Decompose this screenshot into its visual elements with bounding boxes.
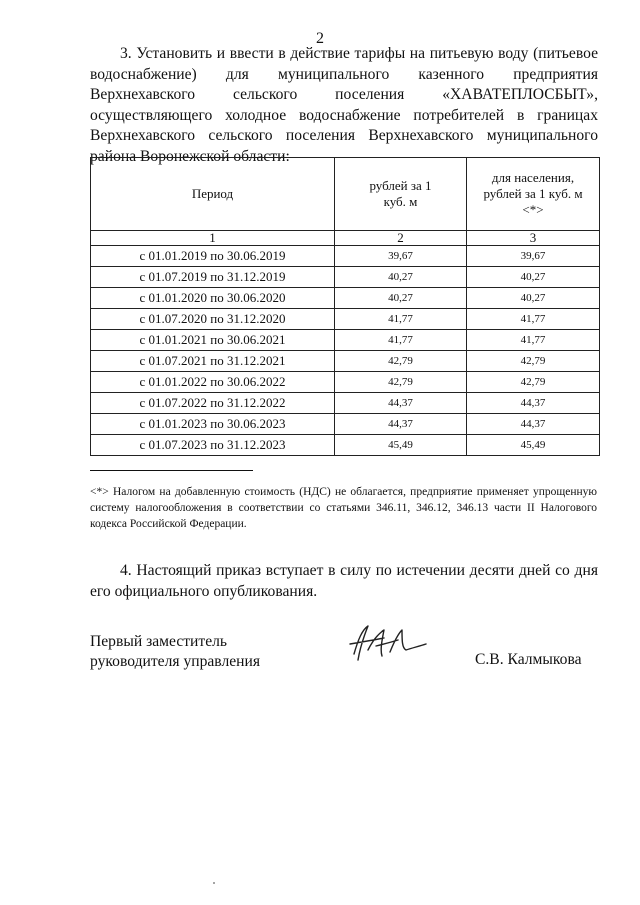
cell-period: с 01.07.2020 по 31.12.2020 [91, 309, 335, 330]
cell-rub: 40,27 [335, 267, 467, 288]
cell-period: с 01.01.2021 по 30.06.2021 [91, 330, 335, 351]
header-rub-per-m3-population-text: для населения, рублей за 1 куб. м <*> [483, 170, 583, 217]
cell-period: с 01.01.2020 по 30.06.2020 [91, 288, 335, 309]
cell-period: с 01.01.2019 по 30.06.2019 [91, 246, 335, 267]
cell-rub: 42,79 [335, 372, 467, 393]
footnote: <*> Налогом на добавленную стоимость (НДС) не облагается, предприятие применяет упрощенную систему налогообложения в соответствии со статьями 346.11, 346.12, 346.13 части II Налогового кодекса Российской Федерации. [90, 486, 597, 530]
header-period: Период [91, 158, 335, 231]
table-row [91, 435, 600, 456]
cell-rub-population: 41,77 [467, 309, 600, 330]
cell-period: с 01.07.2022 по 31.12.2022 [91, 393, 335, 414]
signer-title [90, 632, 260, 672]
cell-period: с 01.01.2023 по 30.06.2023 [91, 414, 335, 435]
cell-period: с 01.01.2022 по 30.06.2022 [91, 372, 335, 393]
handwritten-signature [340, 620, 430, 670]
table-row [91, 288, 600, 309]
cell-rub-population: 40,27 [467, 267, 600, 288]
cell-rub: 45,49 [335, 435, 467, 456]
table-row [91, 309, 600, 330]
cell-rub: 41,77 [335, 309, 467, 330]
cell-rub-population: 45,49 [467, 435, 600, 456]
cell-rub-population: 39,67 [467, 246, 600, 267]
tariff-table [90, 157, 600, 456]
column-number-2: 2 [335, 231, 467, 246]
cell-rub-population: 42,79 [467, 351, 600, 372]
table-row [91, 372, 600, 393]
cell-rub: 39,67 [335, 246, 467, 267]
cell-rub-population: 40,27 [467, 288, 600, 309]
signer-title-line-2: руководителя управления [90, 653, 261, 670]
paragraph-4: 4. Настоящий приказ вступает в силу по истечении десяти дней со дня его официального опубликования. [90, 562, 598, 600]
table-row [91, 351, 600, 372]
table-header-row [91, 158, 600, 231]
signer-title-line-1: Первый заместитель [90, 633, 228, 650]
paragraph-3: 3. Установить и ввести в действие тарифы на питьевую воду (питьевое водоснабжение) для муниципального казенного предприятия Верхнехавского сельского поселения «ХАВАТЕПЛОСБЫТ», осуществляющего холодное водоснабжение потребителей в границах Верхнехавского сельского поселения Верхнехавского муниципального района Воронежской области: [90, 45, 598, 165]
cell-rub: 42,79 [335, 351, 467, 372]
cell-rub: 44,37 [335, 393, 467, 414]
cell-rub-population: 41,77 [467, 330, 600, 351]
cell-rub: 40,27 [335, 288, 467, 309]
cell-rub: 41,77 [335, 330, 467, 351]
header-rub-per-m3-population [467, 158, 600, 231]
page-number: 2 [316, 30, 324, 47]
footnote-separator [90, 470, 253, 471]
cell-period: с 01.07.2023 по 31.12.2023 [91, 435, 335, 456]
header-rub-per-m3 [335, 158, 467, 231]
signer-name: С.В. Калмыкова [475, 651, 582, 668]
header-rub-per-m3-text: рублей за 1 куб. м [369, 178, 432, 209]
cell-rub-population: 44,37 [467, 393, 600, 414]
cell-period: с 01.07.2019 по 31.12.2019 [91, 267, 335, 288]
cell-rub-population: 42,79 [467, 372, 600, 393]
cell-rub-population: 44,37 [467, 414, 600, 435]
scan-speck [213, 882, 215, 884]
column-number-row [91, 231, 600, 246]
table-row [91, 393, 600, 414]
table-row [91, 414, 600, 435]
cell-period: с 01.07.2021 по 31.12.2021 [91, 351, 335, 372]
cell-rub: 44,37 [335, 414, 467, 435]
column-number-1: 1 [91, 231, 335, 246]
column-number-3: 3 [467, 231, 600, 246]
table-row [91, 330, 600, 351]
table-row [91, 246, 600, 267]
table-row [91, 267, 600, 288]
